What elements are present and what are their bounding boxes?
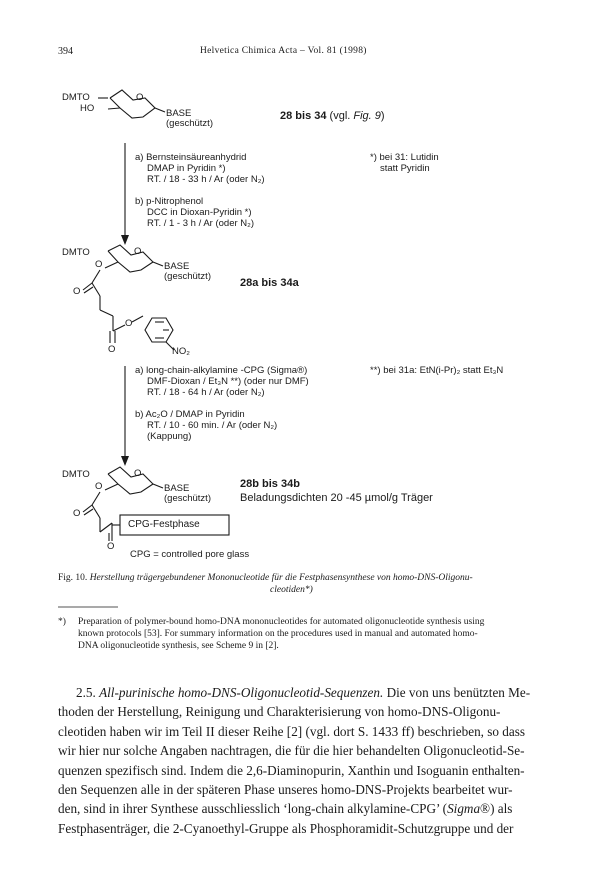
step2-b-line3: (Kappung): [147, 431, 192, 442]
ho-label: HO: [80, 103, 95, 114]
ring-oxygen-2: O: [134, 246, 142, 257]
base-label-3: BASE: [164, 483, 190, 494]
step1-note-line1: *) bei 31: Lutidin: [370, 152, 439, 163]
body-line-1: 2.5. All-purinische homo-DNS-Oligonucleotid-Sequenzen. Die von uns benützten Me-: [76, 685, 531, 700]
ring-oxygen-3: O: [134, 468, 142, 479]
body-line-5: quenzen spezifisch sind. Indem die 2,6-Diaminopurin, Xanthin und Isoguanin enthalten-: [58, 762, 525, 778]
step1-b-line3: RT. / 1 - 3 h / Ar (oder N₂): [147, 218, 254, 229]
step2-a-line2: DMF-Dioxan / Et₃N **) (oder nur DMF): [147, 376, 309, 387]
base-label-1: BASE: [166, 108, 192, 119]
step1-a-line3: RT. / 18 - 33 h / Ar (oder N₂): [147, 174, 265, 185]
carbonyl-oxygen-3b: O: [107, 541, 115, 552]
step2-b-line1: b) Ac₂O / DMAP in Pyridin: [135, 409, 245, 420]
body-line-8: Festphasenträger, die 2-Cyanoethyl-Gruppe als Phosphoramidit-Schutzgruppe und der: [58, 820, 514, 836]
page-number: 394: [58, 46, 73, 57]
ester-oxygen-2b: O: [125, 318, 133, 329]
step2-b-line2: RT. / 10 - 60 min. / Ar (oder N₂): [147, 420, 278, 431]
base-label-2: BASE: [164, 261, 190, 272]
arrow-head-2: [121, 456, 129, 466]
body-line-3: cleotiden haben wir im Teil II dieser Reihe [2] (vgl. dort S. 1433 ff) beschrieben, so dass: [58, 723, 525, 739]
loading-density: Beladungsdichten 20 -45 µmol/g Träger: [240, 492, 433, 504]
footnote-line3: DNA oligonucleotide synthesis, see Scheme 9 in [2].: [78, 641, 279, 651]
sugar-ring-3: [108, 467, 153, 494]
ring-oxygen-1: O: [136, 92, 144, 103]
compound-label-28a-34a: 28a bis 34a: [240, 277, 299, 289]
ester-oxygen-3: O: [95, 481, 103, 492]
footnote-line1: Preparation of polymer-bound homo-DNA mononucleotides for automated oligonucleotide synthesis using: [78, 617, 485, 627]
body-line-4: wir hier nur solche Angaben nachtragen, die für die hier behandelten Oligonucleotid-Se-: [58, 743, 525, 759]
protected-label-2: (geschützt): [164, 271, 211, 282]
figure-caption-line1: Fig. 10. Herstellung trägergebundener Mononucleotide für die Festphasensynthese von homo-DNS-Oligonu-: [58, 573, 473, 583]
step1-b-line1: b) p-Nitrophenol: [135, 196, 204, 207]
footnote-line2: known protocols [53]. For summary information on the procedures used in manual and automated homo-: [78, 629, 478, 639]
carbonyl-oxygen-3: O: [73, 508, 81, 519]
figure-caption-line2: cleotiden*): [270, 585, 313, 595]
cpg-definition: CPG = controlled pore glass: [130, 549, 250, 560]
sugar-ring-2: [108, 245, 153, 272]
compound-label-28-34: 28 bis 34 (vgl. Fig. 9): [280, 110, 385, 122]
body-line-6: den Sequenzen alle in der späteren Phase unseres homo-DNS-Projekts bearbeitet wur-: [58, 782, 513, 798]
footnote-marker: *): [58, 617, 66, 627]
protected-label-3: (geschützt): [164, 493, 211, 504]
body-paragraph: [58, 683, 544, 838]
dmto-label-3: DMTO: [62, 469, 90, 480]
dmto-label-1: DMTO: [62, 92, 90, 103]
step1-a-line1: a) Bernsteinsäureanhydrid: [135, 152, 247, 163]
step2-a-line3: RT. / 18 - 64 h / Ar (oder N₂): [147, 387, 265, 398]
ester-oxygen-2: O: [95, 259, 103, 270]
step1-note-line2: statt Pyridin: [380, 163, 430, 174]
running-title: Helvetica Chimica Acta – Vol. 81 (1998): [200, 46, 367, 56]
carbonyl-oxygen-2a: O: [73, 286, 81, 297]
sugar-ring-1: [110, 90, 155, 118]
dmto-label-2: DMTO: [62, 247, 90, 258]
nitro-label: NO₂: [172, 346, 190, 357]
step1-a-line2: DMAP in Pyridin *): [147, 163, 226, 174]
compound-label-28b-34b: 28b bis 34b: [240, 478, 300, 490]
step1-b-line2: DCC in Dioxan-Pyridin *): [147, 207, 252, 218]
solid-phase-label: CPG-Festphase: [128, 519, 200, 530]
carbonyl-oxygen-2b: O: [108, 344, 116, 355]
step2-a-line1: a) long-chain-alkylamine -CPG (Sigma®): [135, 365, 308, 376]
protected-label-1: (geschützt): [166, 118, 213, 129]
step2-note: **) bei 31a: EtN(i-Pr)₂ statt Et₃N: [370, 365, 504, 376]
body-line-7: den, sind in ihrer Synthese ausschliesslich ‘long-chain alkylamine-CPG’ (Sigma®) als: [58, 801, 513, 817]
arrow-head-1: [121, 235, 129, 245]
body-line-2: thoden der Herstellung, Reinigung und Charakterisierung von homo-DNS-Oligonu-: [58, 704, 501, 720]
